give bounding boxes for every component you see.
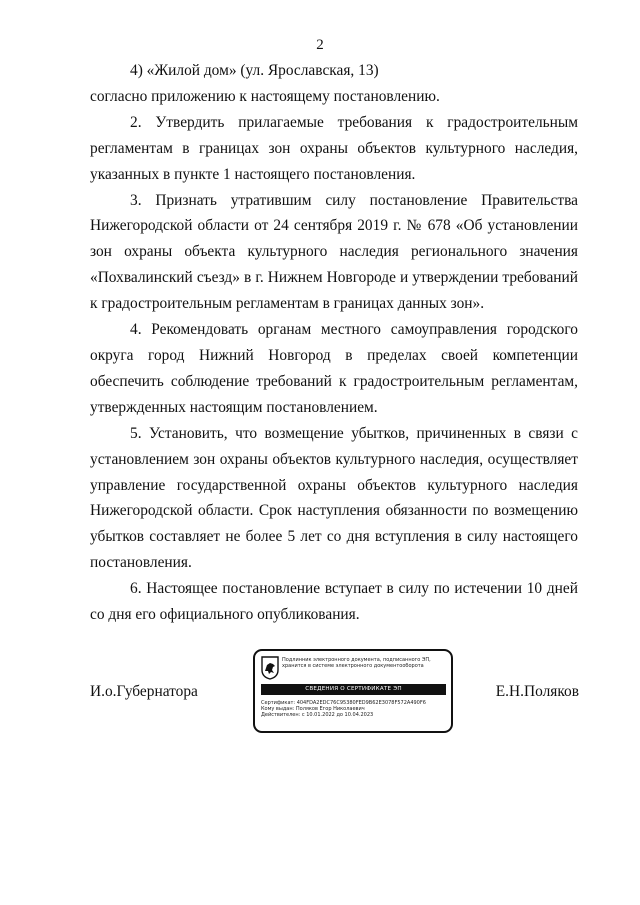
paragraph-6: 6. Настоящее постановление вступает в силу по истечении 10 дней со дня его официального опубликования. xyxy=(90,580,578,624)
paragraph-item-4: 4) «Жилой дом» (ул. Ярославская, 13) xyxy=(130,62,379,79)
stamp-validity: Действителен: с 10.01.2022 до 10.04.2023 xyxy=(261,712,374,719)
electronic-signature-stamp xyxy=(253,649,453,733)
signatory-name: Е.Н.Поляков xyxy=(495,683,579,700)
paragraph-5: 5. Установить, что возмещение убытков, причиненных в связи с установлением зон охраны объектов культурного наследия, осуществляет управление государственной охраны объектов культурного наследия Нижегородской области. Срок наступления обязанности по возмещению убытков составляет не более 5 лет со дня вступления в силу настоящего постановления. xyxy=(90,424,578,572)
paragraph-4: 4. Рекомендовать органам местного самоуправления городского округа город Нижний Новгород в пределах своей компетенции обеспечить соблюдение требований к градостроительным регламентам, утвержденных настоящим постановлением. xyxy=(90,321,578,416)
page-number: 2 xyxy=(316,37,324,53)
stamp-line-1: Подлинник электронного документа, подписанного ЭП, xyxy=(282,657,431,663)
stamp-line-2: хранится в системе электронного документооборота xyxy=(282,663,424,670)
stamp-certificate: Сертификат: 404FDA2EDC76C95380FED9B62E3078F572A490F6 xyxy=(261,700,426,706)
coat-of-arms-icon xyxy=(261,656,279,680)
stamp-header xyxy=(282,657,448,669)
paragraph-3: 3. Признать утратившим силу постановление Правительства Нижегородской области от 24 сентября 2019 г. № 678 «Об установлении зон охраны объекта культурного наследия регионального значения «Похвалинский съезд» в г. Нижнем Новгороде и утверждении требований к градостроительным регламентам в границах данных зон». xyxy=(90,191,578,313)
stamp-title: СВЕДЕНИЯ О СЕРТИФИКАТЕ ЭП xyxy=(261,684,446,695)
paragraph-continuation: согласно приложению к настоящему постановлению. xyxy=(90,87,440,105)
stamp-details xyxy=(261,700,449,719)
stamp-issued-to: Кому выдан: Поляков Егор Николаевич xyxy=(261,706,365,713)
signatory-position: И.о.Губернатора xyxy=(90,683,198,700)
document-body xyxy=(90,58,578,628)
paragraph-2: 2. Утвердить прилагаемые требования к градостроительным регламентам в границах зон охраны объектов культурного наследия, указанных в пункте 1 настоящего постановления. xyxy=(90,113,578,183)
